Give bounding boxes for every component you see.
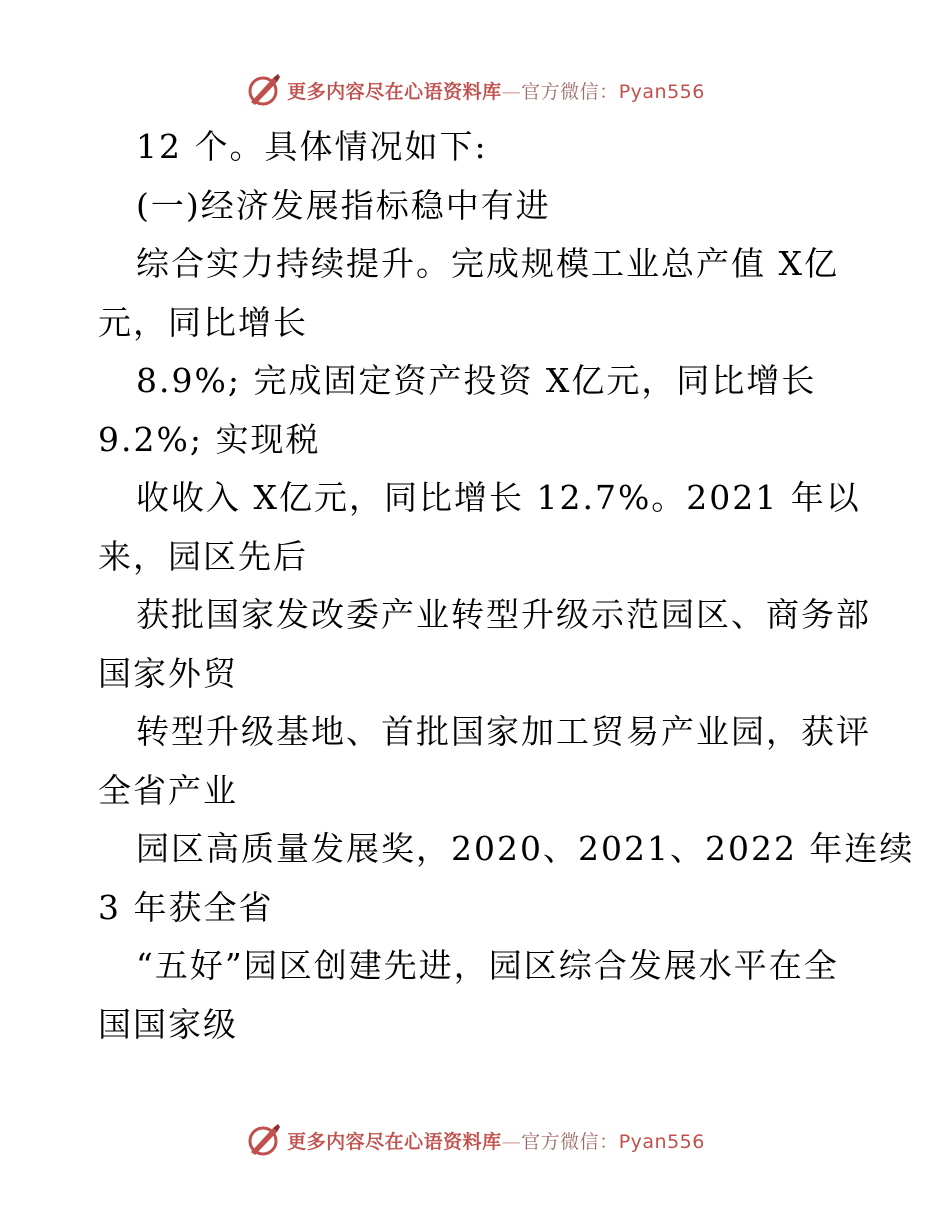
- body-line: 元，同比增长: [98, 302, 308, 342]
- body-line: 8.9%; 完成固定资产投资 X亿元，同比增长: [136, 361, 817, 400]
- body-line: 12 个。具体情况如下:: [136, 127, 488, 166]
- watermark-text: 更多内容尽在心语资料库—官方微信：Pyan556: [287, 80, 705, 103]
- body-line: “五好”园区创建先进，园区综合发展水平在全: [136, 946, 839, 985]
- body-line: 综合实力持续提升。完成规模工业总产值 X亿: [136, 244, 839, 283]
- header-watermark: [0, 70, 950, 110]
- body-line: 国国家级: [98, 1004, 238, 1044]
- body-line: 收收入 X亿元，同比增长 12.7%。2021 年以: [136, 478, 861, 517]
- section-heading: (一)经济发展指标稳中有进: [136, 185, 551, 225]
- body-line: 9.2%; 实现税: [98, 419, 321, 459]
- footer-watermark: [0, 1120, 950, 1160]
- body-line: 全省产业: [98, 770, 238, 810]
- document-body: [98, 118, 915, 1054]
- body-line: 来，园区先后: [98, 536, 308, 576]
- body-line: 转型升级基地、首批国家加工贸易产业园，获评: [136, 712, 871, 751]
- body-line: 国家外贸: [98, 653, 238, 693]
- brush-logo-icon: [245, 72, 281, 108]
- body-line: 园区高质量发展奖，2020、2021、2022 年连续: [136, 829, 915, 868]
- brush-logo-icon: [245, 1122, 281, 1158]
- body-line: 3 年获全省: [98, 887, 274, 927]
- watermark-text: 更多内容尽在心语资料库—官方微信：Pyan556: [287, 1130, 705, 1153]
- body-line: 获批国家发改委产业转型升级示范园区、商务部: [136, 595, 871, 634]
